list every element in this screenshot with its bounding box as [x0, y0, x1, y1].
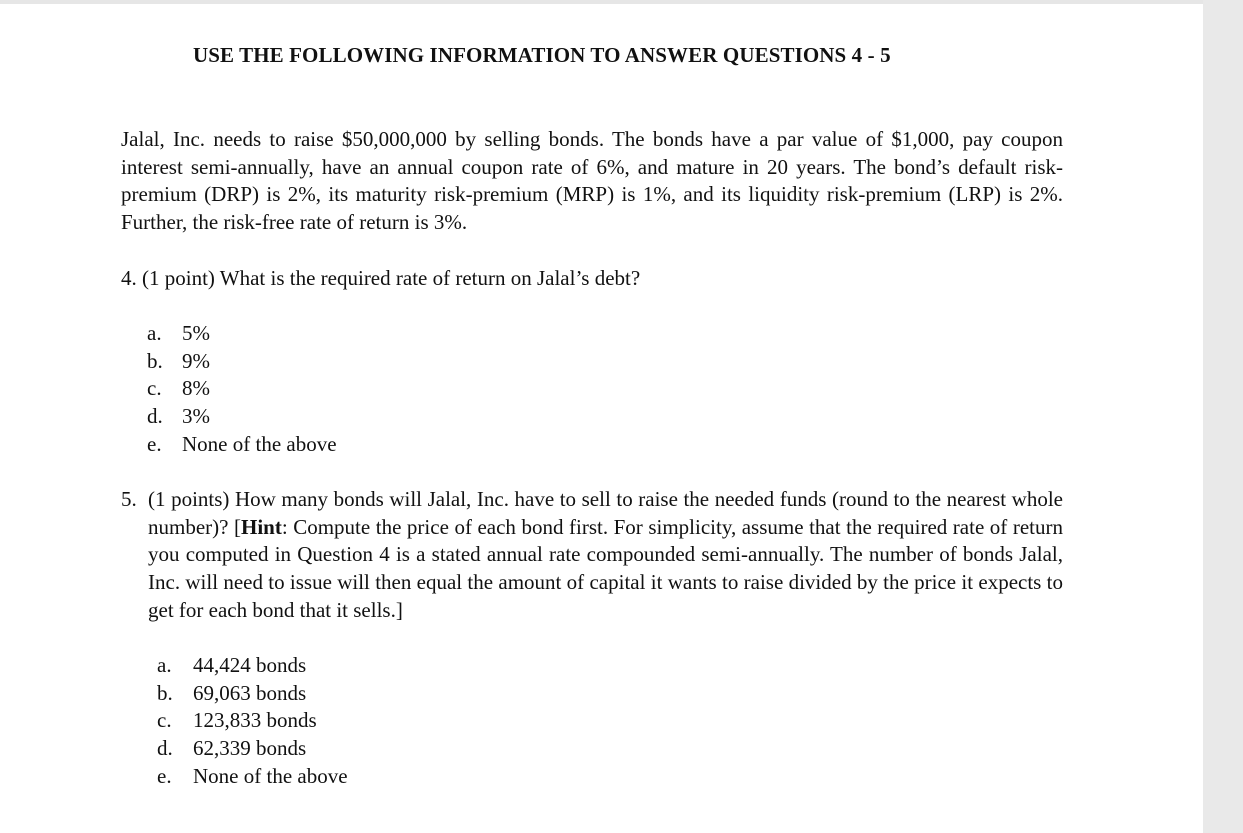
question-4-options	[147, 320, 337, 459]
option-text: 69,063 bonds	[193, 680, 307, 705]
question-5	[121, 486, 1063, 625]
problem-statement	[121, 126, 1063, 237]
option-text: 8%	[182, 376, 210, 401]
question-5-option-b	[157, 680, 348, 708]
scroll-gutter[interactable]	[1203, 0, 1243, 833]
option-text: 123,833 bonds	[193, 708, 317, 733]
option-letter: a.	[157, 653, 172, 677]
option-text: None of the above	[182, 431, 337, 456]
problem-statement-text: Jalal, Inc. needs to raise $50,000,000 by selling bonds. The bonds have a par value of $1,000, pay coupon interest semi-annually, have an annual coupon rate of 6%, and mature in 20 years. The bond’s default risk-premium (DRP) is 2%, its maturity risk-premium (MRP) is 1%, and its liquidity risk-premium (LRP) is 2%. Further, the risk-free rate of return is 3%.	[121, 127, 1063, 235]
option-letter: b.	[157, 680, 173, 705]
question-4-text: (1 point) What is the required rate of return on Jalal’s debt?	[142, 266, 641, 290]
question-5-text	[148, 486, 1063, 625]
option-letter: e.	[147, 431, 162, 456]
option-text: 62,339 bonds	[193, 736, 307, 761]
document-page	[0, 4, 1203, 833]
question-5-text-end: : Compute the price of each bond first. For simplicity, assume that the required rate of return you computed in Question 4 is a stated annual rate compounded semi-annually. The number of bonds Jalal, Inc. will need to issue will then equal the amount of capital it wants to raise divided by the price it expects to get for each bond that it sells.]	[148, 514, 1063, 622]
question-5-text-start: (1 points) How many bonds will Jalal, Inc. have to sell to raise the needed funds (round to the nearest whole number)? [	[148, 487, 1063, 539]
hint-label: Hint	[241, 514, 282, 539]
question-5-option-e	[157, 763, 348, 791]
question-4-option-c	[147, 375, 337, 403]
question-4-option-a	[147, 320, 337, 348]
option-text: 44,424 bonds	[193, 653, 307, 677]
question-5-option-d	[157, 735, 348, 763]
question-4-option-d	[147, 403, 337, 431]
question-4	[121, 265, 640, 293]
question-5-option-c	[157, 707, 348, 735]
option-letter: b.	[147, 348, 163, 373]
option-text: 3%	[182, 404, 210, 429]
option-letter: a.	[147, 321, 162, 345]
question-5-option-a	[157, 652, 348, 680]
question-5-options	[157, 652, 348, 791]
option-letter: c.	[147, 376, 162, 401]
option-letter: c.	[157, 708, 172, 733]
option-text: 5%	[182, 321, 210, 345]
option-text: 9%	[182, 348, 210, 373]
question-4-option-e	[147, 431, 337, 459]
question-4-option-b	[147, 348, 337, 376]
option-letter: d.	[157, 736, 173, 761]
section-heading: USE THE FOLLOWING INFORMATION TO ANSWER QUESTIONS 4 - 5	[193, 43, 891, 67]
option-text: None of the above	[193, 763, 348, 788]
option-letter: e.	[157, 763, 172, 788]
question-5-number: 5.	[121, 487, 137, 511]
question-4-number: 4.	[121, 266, 137, 290]
option-letter: d.	[147, 404, 163, 429]
